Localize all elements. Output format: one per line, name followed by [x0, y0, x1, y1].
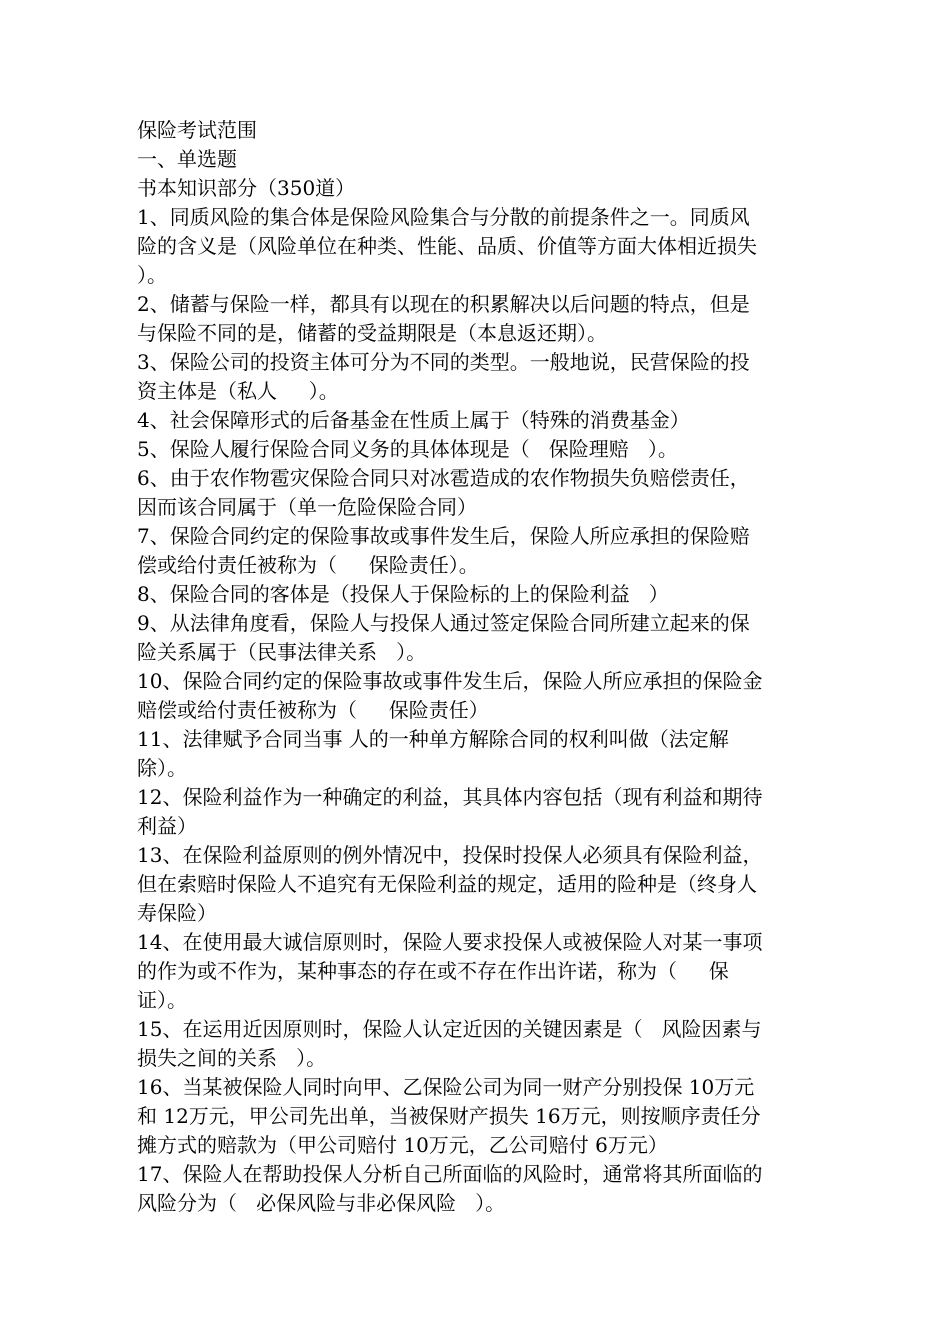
- question-text-line: 9、从法律角度看，保险人与投保人通过签定保险合同所建立起来的保: [137, 611, 750, 635]
- question-item: [137, 406, 840, 435]
- question-item: [137, 783, 840, 841]
- question-item: [137, 1160, 840, 1218]
- question-text-line: 1、同质风险的集合体是保险风险集合与分散的前提条件之一。同质风: [137, 205, 750, 229]
- question-text-line: 8、保险合同的客体是（投保人于保险标的上的保险利益 ）: [137, 582, 669, 606]
- question-text-line: 偿或给付责任被称为（ 保险责任）。: [137, 553, 479, 577]
- question-item: [137, 522, 840, 580]
- question-text-line: 风险分为（ 必保风险与非必保风险 ）。: [137, 1191, 506, 1215]
- question-text-line: 资主体是（私人 ）。: [137, 379, 339, 403]
- question-text-line: ）。: [137, 263, 167, 287]
- question-item: [137, 580, 840, 609]
- question-item: [137, 1073, 840, 1160]
- question-text-line: 7、保险合同约定的保险事故或事件发生后，保险人所应承担的保险赔: [137, 524, 750, 548]
- subsection-heading: 书本知识部分（350道）: [137, 176, 356, 200]
- question-text-line: 6、由于农作物雹灾保险合同只对冰雹造成的农作物损失负赔偿责任，: [137, 466, 750, 490]
- question-text-line: 14、在使用最大诚信原则时，保险人要求投保人或被保险人对某一事项: [137, 930, 763, 954]
- question-text-line: 利益）: [137, 814, 197, 838]
- question-item: [137, 667, 840, 725]
- question-text-line: 10、保险合同约定的保险事故或事件发生后，保险人所应承担的保险金: [137, 669, 763, 693]
- question-item: [137, 464, 840, 522]
- document-page: [137, 116, 840, 1218]
- question-text-line: 的作为或不作为，某种事态的存在或不存在作出许诺，称为（ 保: [137, 959, 729, 983]
- question-list: [137, 203, 840, 1218]
- question-text-line: 11、法律赋予合同当事 人的一种单方解除合同的权利叫做（法定解: [137, 727, 729, 751]
- question-text-line: 3、保险公司的投资主体可分为不同的类型。一般地说，民营保险的投: [137, 350, 750, 374]
- question-text-line: 16、当某被保险人同时向甲、乙保险公司为同一财产分别投保 10万元: [137, 1075, 755, 1099]
- question-text-line: 和 12万元，甲公司先出单，当被保财产损失 16万元，则按顺序责任分: [137, 1104, 761, 1128]
- question-text-line: 与保险不同的是，储蓄的受益期限是（本息返还期）。: [137, 321, 607, 345]
- question-text-line: 险的含义是（风险单位在种类、性能、品质、价值等方面大体相近损失: [137, 234, 757, 258]
- question-item: [137, 725, 840, 783]
- question-text-line: 2、储蓄与保险一样，都具有以现在的积累解决以后问题的特点，但是: [137, 292, 750, 316]
- question-text-line: 除）。: [137, 756, 187, 780]
- question-text-line: 因而该合同属于（单一危险保险合同）: [137, 495, 477, 519]
- question-text-line: 17、保险人在帮助投保人分析自己所面临的风险时，通常将其所面临的: [137, 1162, 763, 1186]
- question-text-line: 5、保险人履行保险合同义务的具体体现是（ 保险理赔 ）。: [137, 437, 678, 461]
- question-item: [137, 348, 840, 406]
- question-text-line: 4、社会保障形式的后备基金在性质上属于（特殊的消费基金）: [137, 408, 690, 432]
- question-text-line: 证）。: [137, 988, 187, 1012]
- document-title: 保险考试范围: [137, 118, 257, 142]
- section-heading: 一、单选题: [137, 147, 237, 171]
- question-text-line: 寿保险）: [137, 901, 217, 925]
- question-item: [137, 1015, 840, 1073]
- question-item: [137, 203, 840, 290]
- question-item: [137, 928, 840, 1015]
- question-text-line: 15、在运用近因原则时，保险人认定近因的关键因素是（ 风险因素与: [137, 1017, 762, 1041]
- question-item: [137, 841, 840, 928]
- question-text-line: 12、保险利益作为一种确定的利益，其具体内容包括（现有利益和期待: [137, 785, 763, 809]
- question-text-line: 但在索赔时保险人不追究有无保险利益的规定，适用的险种是（终身人: [137, 872, 757, 896]
- question-text-line: 摊方式的赔款为（甲公司赔付 10万元，乙公司赔付 6万元）: [137, 1133, 668, 1157]
- question-item: [137, 290, 840, 348]
- question-text-line: 13、在保险利益原则的例外情况中，投保时投保人必须具有保险利益，: [137, 843, 763, 867]
- question-item: [137, 609, 840, 667]
- question-text-line: 险关系属于（民事法律关系 ）。: [137, 640, 427, 664]
- question-text-line: 损失之间的关系 ）。: [137, 1046, 327, 1070]
- question-text-line: 赔偿或给付责任被称为（ 保险责任）: [137, 698, 489, 722]
- question-item: [137, 435, 840, 464]
